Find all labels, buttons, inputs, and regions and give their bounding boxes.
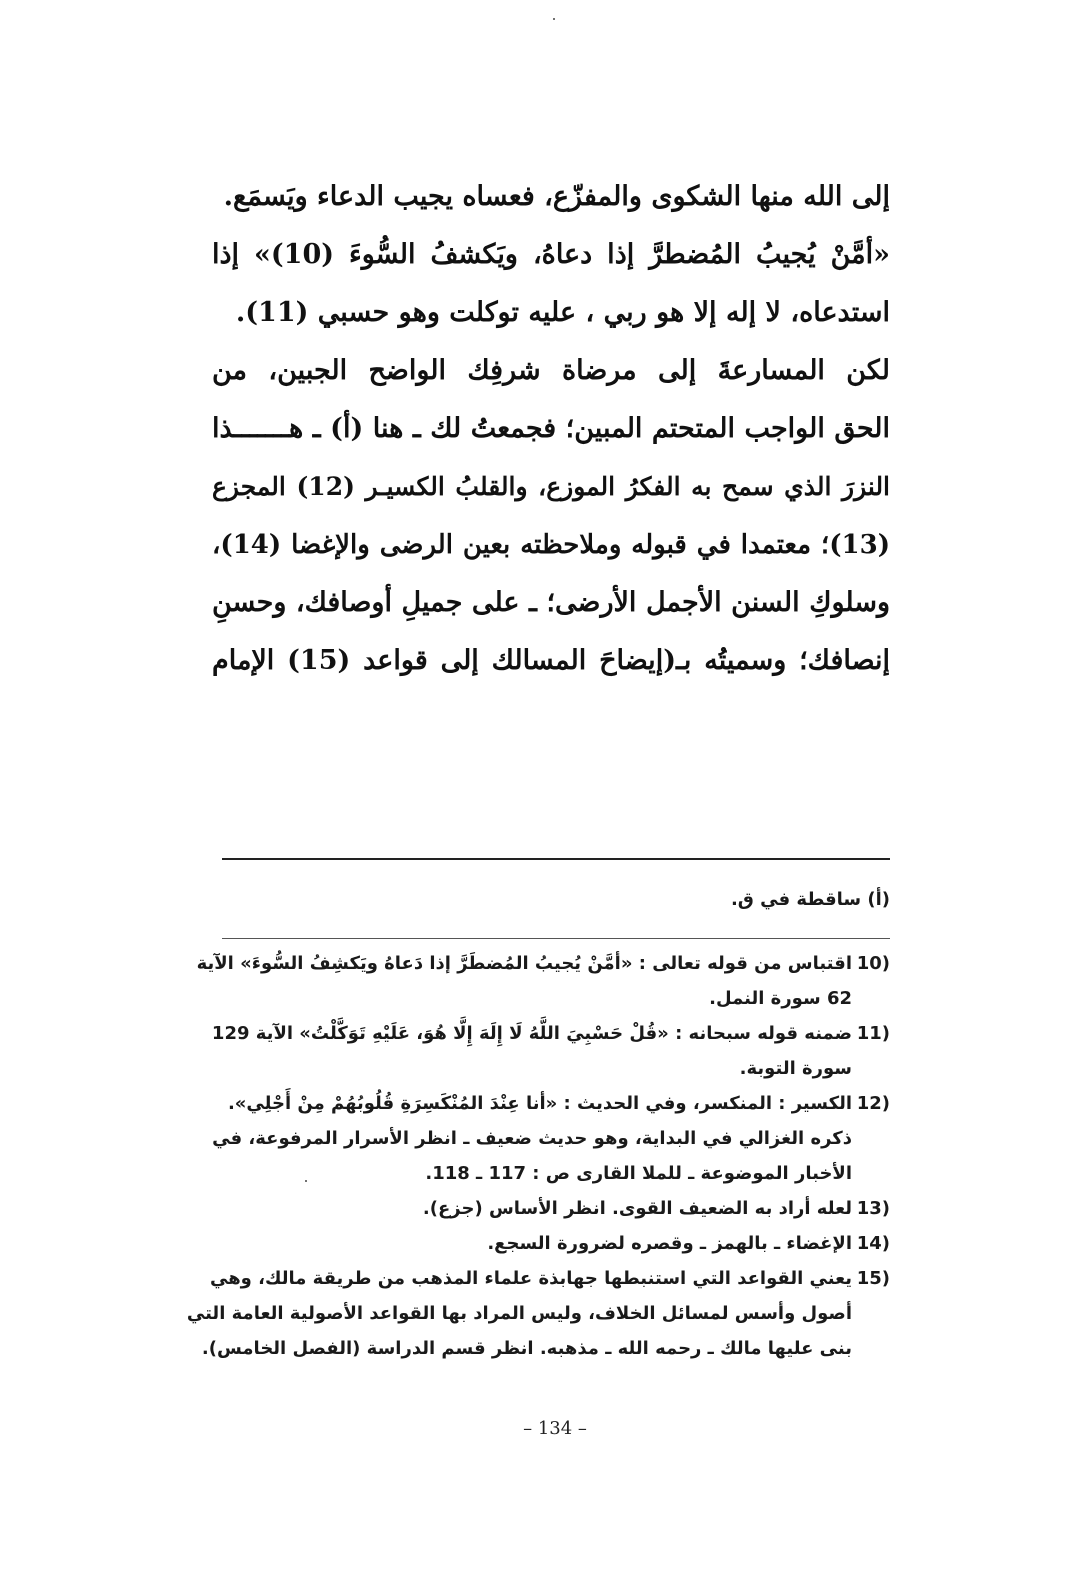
footnote-body (197, 946, 852, 1016)
text-line: «أمَّنْ يُجيبُ المُضطرَّ إذا دعاهُ، ويَكشفُ السُّوءَ (10)» إذا (212, 239, 890, 270)
footnote-body (215, 1191, 852, 1226)
main-text (212, 168, 890, 690)
footnote-body (212, 1086, 852, 1191)
text-line: الحق الواجب المتحتم المبين؛ فجمعتُ لك ـ هنا (أ) ـ هـــــــذا (212, 413, 890, 444)
footnote-line: ضمنه قوله سبحانه : «قُلْ حَسْبِيَ اللَّهُ لَا إِلَهَ إِلَّا هُوَ، عَلَيْهِ تَوَكَّلْتُ» الآية 129 (211, 1023, 852, 1044)
footnote-line: سورة التوبة. (739, 1058, 852, 1079)
text-line: لكن المسارعةَ إلى مرضاة شرفِك الواضح الجبين، من (212, 355, 890, 386)
footnote-item (212, 1086, 890, 1191)
footnote-number: (14 (856, 1233, 890, 1254)
footnote-number: (11 (856, 1023, 890, 1044)
footnote-separator (222, 858, 890, 860)
footnote-body (187, 1261, 852, 1366)
footnote-item (211, 1016, 890, 1086)
footnote-line: الكسير : المنكسر، وفي الحديث : «أنا عِنْدَ المُنْكَسِرَةِ قُلُوبُهُمْ مِنْ أَجْلِي». (227, 1093, 852, 1114)
footnote-item (215, 1226, 890, 1261)
footnote-item (196, 946, 890, 1016)
page-number: – 134 – (523, 1418, 587, 1439)
footnote-item (186, 1261, 890, 1366)
text-line: وسلوكِ السنن الأجمل الأرضى؛ ـ على جميلِ أوصافك، وحسنِ (212, 587, 890, 618)
footnote-body (215, 1226, 852, 1261)
footnote-line: بنى عليها مالك ـ رحمه الله ـ مذهبه. انظر قسم الدراسة (الفصل الخامس). (201, 1338, 852, 1359)
text-line: إنصافك؛ وسميتُه بـ(إيضاحَ المسالك إلى قواعد (15) الإمام (212, 645, 890, 676)
footnote-line: أصول وأسس لمسائل الخلاف، وليس المراد بها القواعد الأصولية العامة التي (186, 1303, 852, 1324)
footnote-body (212, 1016, 852, 1086)
footnote-number: (13 (856, 1198, 890, 1219)
footnote-line: يعني القواعد التي استنبطها جهابذة علماء المذهب من طريقة مالك، وهي (209, 1268, 852, 1289)
footnote-item (215, 1191, 890, 1226)
text-line: استدعاه، لا إله إلا هو ربي ، عليه توكلت وهو حسبي (11). (235, 297, 890, 328)
text-line: النزرَ الذي سمح به الفكرُ الموزع، والقلبُ الكسيـر (12) المجزع (212, 472, 890, 501)
footnotes (186, 878, 890, 1366)
footnote-number: (10 (856, 953, 890, 974)
footnote-variant-note: (أ) ساقطة في ق. (730, 889, 890, 910)
footnote-line: ذكره الغزالي في البداية، وهو حديث ضعيف ـ انظر الأسرار المرفوعة، في (212, 1128, 852, 1149)
text-line: (13)؛ معتمدا في قبوله وملاحظته بعين الرضى والإغضا (14)، (212, 530, 890, 560)
text-line: إلى الله منها الشكوى والمفزّع، فعساه يجيب الدعاء ويَسمَع. (223, 181, 890, 212)
footnote-number: (15 (856, 1268, 890, 1289)
footnote-line: لعله أراد به الضعيف القوى. انظر الأساس (جزع). (422, 1198, 852, 1219)
footnote-line: الإغضاء ـ بالهمز ـ وقصره لضرورة السجع. (487, 1233, 852, 1254)
footnote-line: اقتباس من قوله تعالى : «أمَّنْ يُجيبُ المُضطَرَّ إذا دَعاهُ ويَكشِفُ السُّوءَ» الآية (196, 953, 852, 974)
footnote-line: الأخبار الموضوعة ـ للملا القارى ص : 117 ـ 118. (425, 1163, 852, 1184)
scan-speck (553, 18, 555, 20)
footnote-line: 62 سورة النمل. (709, 988, 852, 1009)
footnote-number: (12 (856, 1093, 890, 1114)
